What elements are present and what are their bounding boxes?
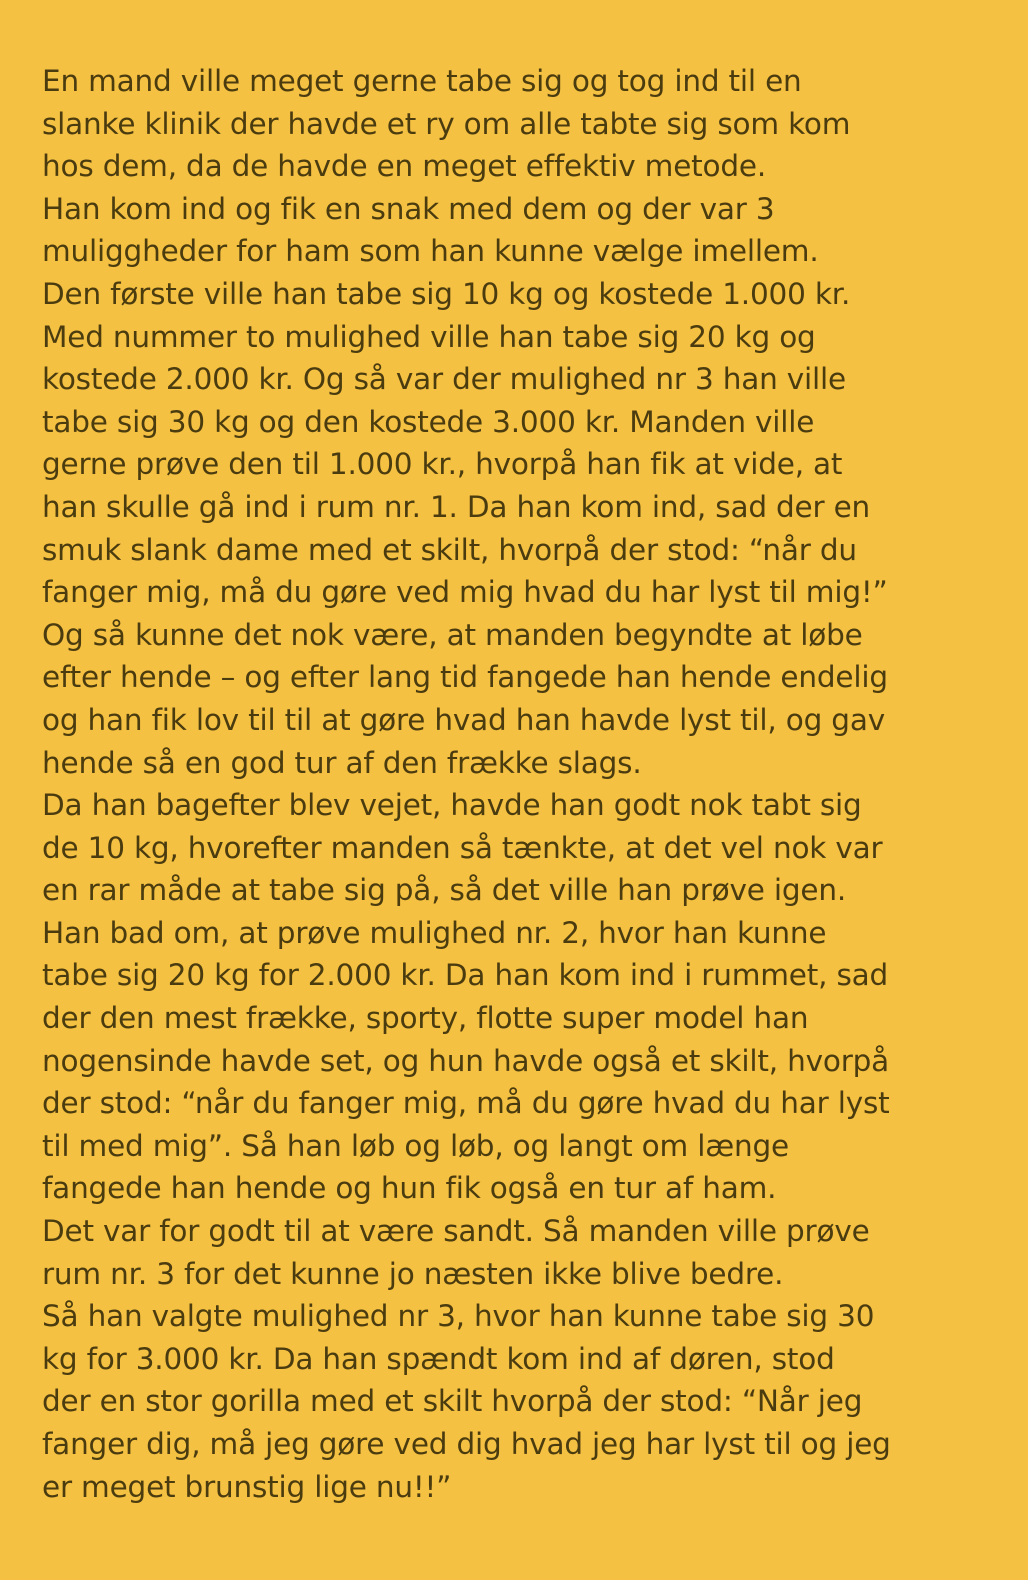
story-line: slanke klinik der havde et ry om alle tabte sig som kom [42,106,851,141]
story-line: Så han valgte mulighed nr 3, hvor han kunne tabe sig 30 [42,1299,875,1334]
story-line: der en stor gorilla med et skilt hvorpå der stod: “Når jeg [42,1384,863,1419]
story-line: er meget brunstig lige nu!!” [42,1469,452,1504]
story-line: Han kom ind og fik en snak med dem og der var 3 [42,191,775,226]
story-line: Det var for godt til at være sandt. Så manden ville prøve [42,1214,870,1249]
story-line: muliggheder for ham som han kunne vælge imellem. [42,234,819,269]
story-line: der stod: “når du fanger mig, må du gøre hvad du har lyst [42,1086,890,1121]
story-line: han skulle gå ind i rum nr. 1. Da han kom ind, sad der en [42,489,871,524]
story-line: rum nr. 3 for det kunne jo næsten ikke blive bedre. [42,1256,784,1291]
story-line: smuk slank dame med et skilt, hvorpå der stod: “når du [42,532,857,567]
story-line: Og så kunne det nok være, at manden begyndte at løbe [42,617,863,652]
story-line: hos dem, da de havde en meget effektiv metode. [42,149,767,184]
story-line: fanger mig, må du gøre ved mig hvad du har lyst til mig!” [42,575,888,610]
story-line: en rar måde at tabe sig på, så det ville han prøve igen. [42,873,847,908]
story-line: og han fik lov til til at gøre hvad han havde lyst til, og gav [42,702,885,737]
story-line: tabe sig 30 kg og den kostede 3.000 kr. Manden ville [42,404,815,439]
story-line: Den første ville han tabe sig 10 kg og kostede 1.000 kr. [42,276,851,311]
story-line: Med nummer to mulighed ville han tabe sig 20 kg og [42,319,816,354]
story-line: de 10 kg, hvorefter manden så tænkte, at det vel nok var [42,830,883,865]
story-line: efter hende – og efter lang tid fangede han hende endelig [42,660,888,695]
story-line: til med mig”. Så han løb og løb, og langt om længe [42,1128,789,1163]
story-line: hende så en god tur af den frække slags. [42,745,642,780]
story-line: Han bad om, at prøve mulighed nr. 2, hvor han kunne [42,915,827,950]
story-line: gerne prøve den til 1.000 kr., hvorpå han fik at vide, at [42,447,843,482]
story-line: kg for 3.000 kr. Da han spændt kom ind af døren, stod [42,1341,835,1376]
story-line: En mand ville meget gerne tabe sig og tog ind til en [42,64,802,98]
story-line: nogensinde havde set, og hun havde også et skilt, hvorpå [42,1043,890,1078]
story-line: fanger dig, må jeg gøre ved dig hvad jeg har lyst til og jeg [42,1427,891,1461]
story-line: tabe sig 20 kg for 2.000 kr. Da han kom ind i rummet, sad [42,958,889,993]
story-line: kostede 2.000 kr. Og så var der mulighed nr 3 han ville [42,362,846,397]
story-text [42,60,1002,1508]
story-line: Da han bagefter blev vejet, havde han godt nok tabt sig [42,788,862,823]
story-line: der den mest frække, sporty, flotte super model han [42,1001,809,1036]
story-line: fangede han hende og hun fik også en tur af ham. [42,1171,777,1206]
